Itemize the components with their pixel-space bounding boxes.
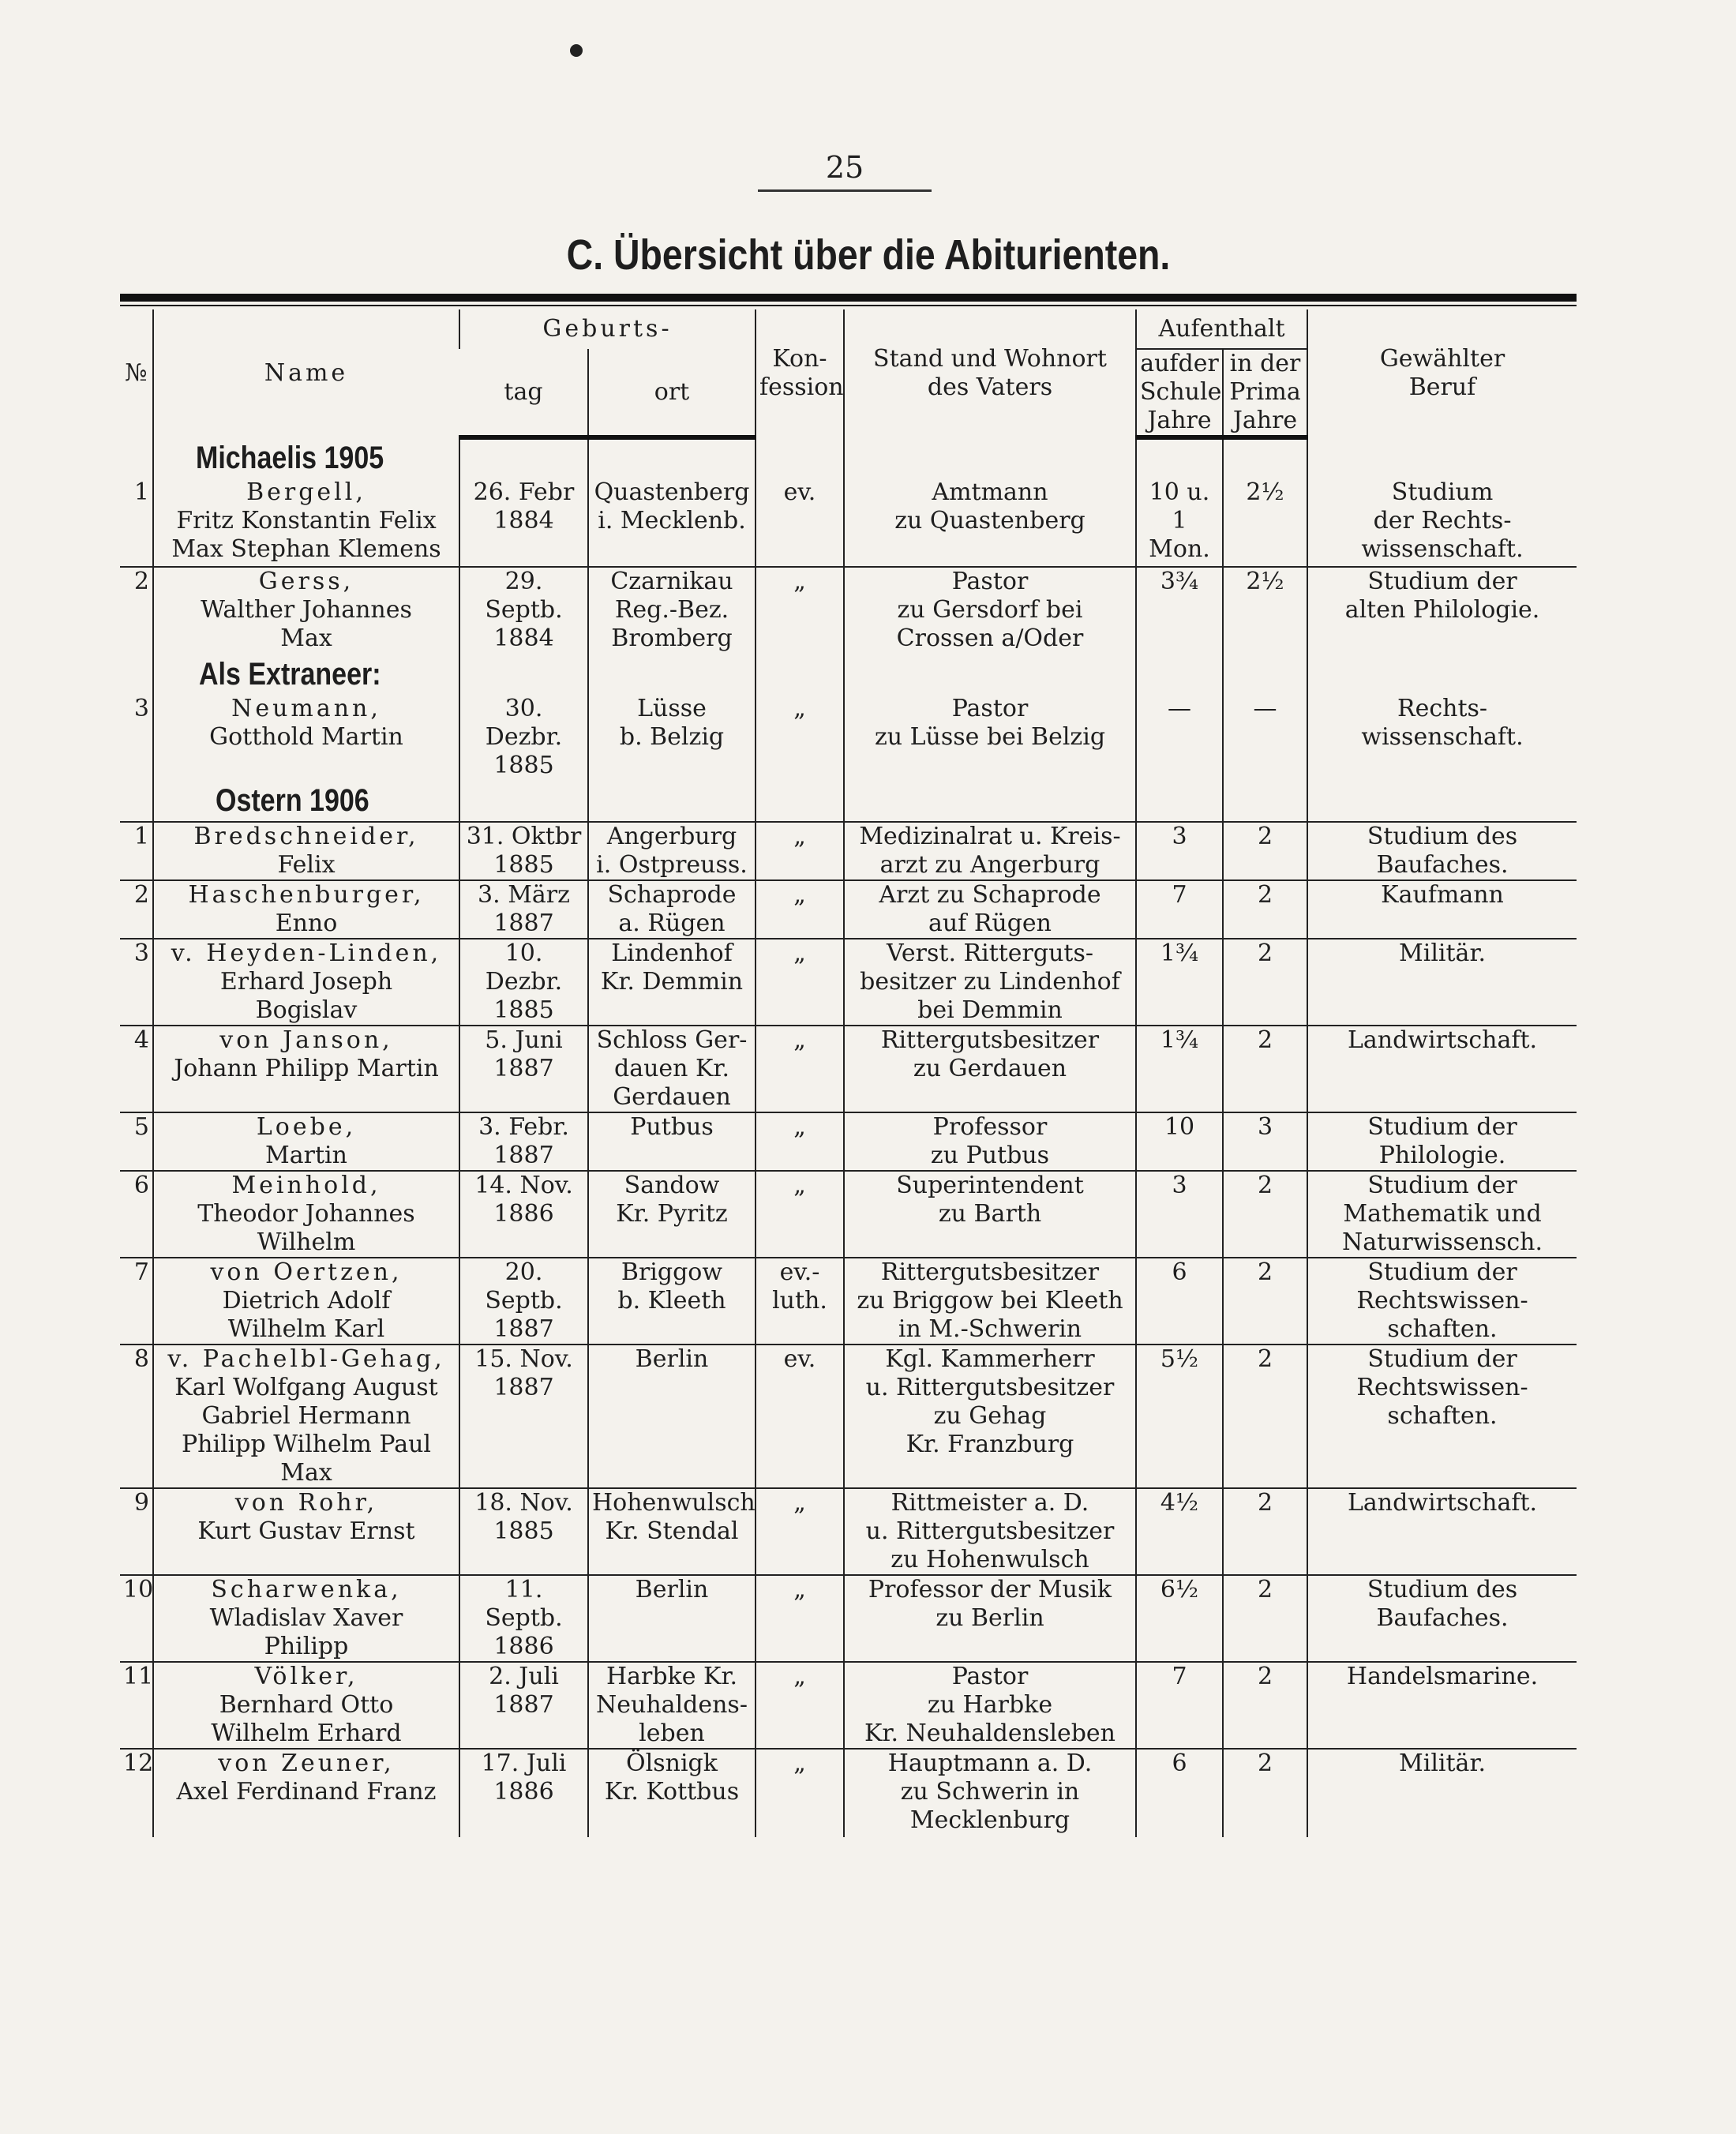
confession: „: [756, 880, 844, 939]
empty-cell: [756, 437, 844, 478]
name-cell: [153, 1258, 459, 1345]
given-names: Enno: [275, 909, 338, 937]
name-cell: [153, 822, 459, 880]
row-number: 5: [120, 1112, 153, 1171]
years-school: 3: [1136, 822, 1223, 880]
col-header-konfession: Kon- fession: [756, 309, 844, 437]
birth-place: Czarnikau Reg.-Bez. Bromberg: [588, 567, 756, 654]
col-header-tag: tag: [459, 349, 588, 437]
row-number: 8: [120, 1345, 153, 1488]
row-number: 12: [120, 1749, 153, 1837]
years-school: 6½: [1136, 1575, 1223, 1662]
empty-cell: [844, 437, 1136, 478]
table-row: [120, 1488, 1577, 1575]
empty-cell: [459, 654, 588, 695]
birth-place: Schloss Ger- dauen Kr. Gerdauen: [588, 1026, 756, 1112]
title-rule-thin: [120, 305, 1577, 306]
empty-cell: [459, 437, 588, 478]
chosen-profession: Studium der Philologie.: [1307, 1112, 1577, 1171]
given-names: Theodor Johannes Wilhelm: [197, 1200, 415, 1256]
empty-cell: [1223, 780, 1307, 822]
birth-date: 11. Septb. 1886: [459, 1575, 588, 1662]
surname: Haschenburger,: [188, 881, 425, 909]
birth-place: Lüsse b. Belzig: [588, 695, 756, 780]
name-cell: [153, 1345, 459, 1488]
confession: „: [756, 939, 844, 1026]
years-school: 4½: [1136, 1488, 1223, 1575]
birth-place: Quastenberg i. Mecklenb.: [588, 478, 756, 567]
table-row: [120, 1345, 1577, 1488]
table-row: [120, 478, 1577, 567]
chosen-profession: Landwirtschaft.: [1307, 1488, 1577, 1575]
col-header-beruf: Gewählter Beruf: [1307, 309, 1577, 437]
chosen-profession: Landwirtschaft.: [1307, 1026, 1577, 1112]
birth-date: 3. März 1887: [459, 880, 588, 939]
confession: ev.: [756, 478, 844, 567]
name-cell: [153, 939, 459, 1026]
birth-place: Sandow Kr. Pyritz: [588, 1171, 756, 1258]
row-number: 10: [120, 1575, 153, 1662]
birth-date: 30. Dezbr. 1885: [459, 695, 588, 780]
birth-place: Lindenhof Kr. Demmin: [588, 939, 756, 1026]
empty-cell: [844, 654, 1136, 695]
confession: „: [756, 1575, 844, 1662]
section-heading-cell: [153, 654, 459, 695]
empty-cell: [1223, 654, 1307, 695]
given-names: Bernhard Otto Wilhelm Erhard: [211, 1691, 402, 1747]
years-school: —: [1136, 695, 1223, 780]
name-cell: [153, 478, 459, 567]
row-number: 9: [120, 1488, 153, 1575]
empty-cell: [756, 780, 844, 822]
surname: v. Pachelbl-Gehag,: [167, 1345, 445, 1373]
years-school: 7: [1136, 880, 1223, 939]
empty-cell: [1307, 437, 1577, 478]
section-heading: Michaelis 1905: [195, 441, 384, 475]
empty-cell: [588, 780, 756, 822]
name-cell: [153, 695, 459, 780]
chosen-profession: Studium der Mathematik und Naturwissensch.: [1307, 1171, 1577, 1258]
table-row: [120, 880, 1577, 939]
years-prima: 2: [1223, 822, 1307, 880]
given-names: Karl Wolfgang August Gabriel Hermann Philipp Wilhelm Paul Max: [174, 1374, 438, 1487]
birth-place: Berlin: [588, 1345, 756, 1488]
chosen-profession: Studium der alten Philologie.: [1307, 567, 1577, 654]
father-occupation: Rittergutsbesitzer zu Briggow bei Kleeth in M.-Schwerin: [844, 1258, 1136, 1345]
given-names: Walther Johannes Max: [201, 596, 412, 652]
chosen-profession: Studium der Rechtswissen- schaften.: [1307, 1258, 1577, 1345]
years-school: 7: [1136, 1662, 1223, 1749]
surname: von Zeuner,: [218, 1750, 395, 1777]
confession: „: [756, 1662, 844, 1749]
confession: „: [756, 1488, 844, 1575]
confession: „: [756, 567, 844, 654]
name-cell: [153, 1575, 459, 1662]
years-prima: —: [1223, 695, 1307, 780]
given-names: Fritz Konstantin Felix Max Stephan Klemens: [171, 507, 441, 563]
years-school: 5½: [1136, 1345, 1223, 1488]
father-occupation: Professor der Musik zu Berlin: [844, 1575, 1136, 1662]
table-row: [120, 1171, 1577, 1258]
chosen-profession: Studium der Rechtswissen- schaften.: [1307, 1345, 1577, 1488]
name-cell: [153, 1662, 459, 1749]
name-cell: [153, 1749, 459, 1837]
table-row: [120, 695, 1577, 780]
empty-cell: [588, 654, 756, 695]
years-prima: 2: [1223, 1258, 1307, 1345]
father-occupation: Hauptmann a. D. zu Schwerin in Mecklenburg: [844, 1749, 1136, 1837]
birth-place: Harbke Kr. Neuhaldens- leben: [588, 1662, 756, 1749]
name-cell: [153, 1112, 459, 1171]
birth-place: Putbus: [588, 1112, 756, 1171]
birth-place: Schaprode a. Rügen: [588, 880, 756, 939]
col-header-geburts: Geburts-: [459, 309, 756, 349]
chosen-profession: Studium des Baufaches.: [1307, 822, 1577, 880]
chosen-profession: Handelsmarine.: [1307, 1662, 1577, 1749]
section-heading-cell: [153, 780, 459, 822]
empty-cell: [1223, 437, 1307, 478]
birth-place: Angerburg i. Ostpreuss.: [588, 822, 756, 880]
section-heading-no-cell: [120, 437, 153, 478]
surname: v. Heyden-Linden,: [171, 939, 442, 967]
section-heading-row: [120, 437, 1577, 478]
birth-date: 31. Oktbr 1885: [459, 822, 588, 880]
given-names: Dietrich Adolf Wilhelm Karl: [222, 1287, 391, 1343]
page-number-rule: [758, 189, 932, 192]
confession: ev.: [756, 1345, 844, 1488]
name-cell: [153, 1171, 459, 1258]
given-names: Johann Philipp Martin: [174, 1055, 439, 1082]
birth-date: 26. Febr 1884: [459, 478, 588, 567]
name-cell: [153, 567, 459, 654]
row-number: 4: [120, 1026, 153, 1112]
confession: „: [756, 822, 844, 880]
father-occupation: Professor zu Putbus: [844, 1112, 1136, 1171]
section-heading-row: [120, 654, 1577, 695]
empty-cell: [1307, 780, 1577, 822]
father-occupation: Arzt zu Schaprode auf Rügen: [844, 880, 1136, 939]
years-prima: 2: [1223, 1345, 1307, 1488]
given-names: Wladislav Xaver Philipp: [209, 1604, 403, 1660]
empty-cell: [459, 780, 588, 822]
chosen-profession: Studium der Rechts- wissenschaft.: [1307, 478, 1577, 567]
col-header-aufenthalt: Aufenthalt: [1136, 309, 1307, 349]
years-prima: 2: [1223, 1026, 1307, 1112]
table-body: [120, 437, 1577, 1837]
surname: Bergell,: [246, 478, 366, 506]
confession: „: [756, 1112, 844, 1171]
abiturienten-table: [120, 309, 1577, 1837]
birth-date: 29. Septb. 1884: [459, 567, 588, 654]
birth-date: 15. Nov. 1887: [459, 1345, 588, 1488]
table-row: [120, 1662, 1577, 1749]
father-occupation: Rittergutsbesitzer zu Gerdauen: [844, 1026, 1136, 1112]
col-header-stand: Stand und Wohnort des Vaters: [844, 309, 1136, 437]
col-header-name: Name: [153, 309, 459, 437]
empty-cell: [844, 780, 1136, 822]
chosen-profession: Militär.: [1307, 939, 1577, 1026]
given-names: Felix: [277, 851, 336, 879]
father-occupation: Verst. Ritterguts- besitzer zu Lindenhof bei Demmin: [844, 939, 1136, 1026]
father-occupation: Pastor zu Lüsse bei Belzig: [844, 695, 1136, 780]
page-number: 25: [825, 150, 864, 185]
birth-date: 17. Juli 1886: [459, 1749, 588, 1837]
empty-cell: [1136, 780, 1223, 822]
chosen-profession: Militär.: [1307, 1749, 1577, 1837]
years-prima: 2: [1223, 1575, 1307, 1662]
birth-date: 10. Dezbr. 1885: [459, 939, 588, 1026]
section-heading: Ostern 1906: [216, 783, 370, 818]
col-header-prima: in der Prima Jahre: [1223, 349, 1307, 437]
table-row: [120, 1749, 1577, 1837]
given-names: Martin: [265, 1142, 347, 1169]
given-names: Gotthold Martin: [209, 723, 403, 751]
father-occupation: Pastor zu Gersdorf bei Crossen a/Oder: [844, 567, 1136, 654]
years-school: 10: [1136, 1112, 1223, 1171]
father-occupation: Pastor zu Harbke Kr. Neuhaldensleben: [844, 1662, 1136, 1749]
surname: Völker,: [254, 1663, 358, 1690]
birth-place: Briggow b. Kleeth: [588, 1258, 756, 1345]
years-school: 3: [1136, 1171, 1223, 1258]
years-school: 1¾: [1136, 1026, 1223, 1112]
surname: von Oertzen,: [210, 1258, 403, 1286]
empty-cell: [1307, 654, 1577, 695]
confession: „: [756, 1749, 844, 1837]
father-occupation: Rittmeister a. D. u. Rittergutsbesitzer zu Hohenwulsch: [844, 1488, 1136, 1575]
row-number: 2: [120, 567, 153, 654]
empty-cell: [1136, 437, 1223, 478]
row-number: 1: [133, 478, 149, 506]
years-prima: 2: [1223, 880, 1307, 939]
row-number: 6: [120, 1171, 153, 1258]
given-names: Kurt Gustav Ernst: [197, 1517, 415, 1545]
birth-date: 2. Juli 1887: [459, 1662, 588, 1749]
surname: Bredschneider,: [193, 823, 419, 850]
chosen-profession: Kaufmann: [1307, 880, 1577, 939]
chosen-profession: Studium des Baufaches.: [1307, 1575, 1577, 1662]
years-school: 6: [1136, 1749, 1223, 1837]
row-number: 3: [133, 695, 149, 722]
row-number: 2: [120, 880, 153, 939]
father-occupation: Amtmann zu Quastenberg: [844, 478, 1136, 567]
given-names: Erhard Joseph Bogislav: [219, 968, 393, 1024]
birth-date: 3. Febr. 1887: [459, 1112, 588, 1171]
surname: Meinhold,: [231, 1172, 381, 1199]
table-row: [120, 1258, 1577, 1345]
surname: Loebe,: [256, 1113, 357, 1141]
ink-dot: [570, 44, 583, 57]
years-prima: 2½: [1223, 478, 1307, 567]
empty-cell: [588, 437, 756, 478]
col-header-no: №: [125, 359, 148, 387]
row-number: 7: [120, 1258, 153, 1345]
birth-place: Hohenwulsch Kr. Stendal: [588, 1488, 756, 1575]
years-school: 6: [1136, 1258, 1223, 1345]
section-heading-cell: [153, 437, 459, 478]
section-heading-row: [120, 780, 1577, 822]
table-row: [120, 1575, 1577, 1662]
years-prima: 2: [1223, 1749, 1307, 1837]
years-school: 1¾: [1136, 939, 1223, 1026]
given-names: Axel Ferdinand Franz: [176, 1778, 437, 1806]
birth-place: Berlin: [588, 1575, 756, 1662]
years-school: 10 u. 1 Mon.: [1136, 478, 1223, 567]
section-heading-no-cell: [120, 654, 153, 695]
chosen-profession: Rechts- wissenschaft.: [1307, 695, 1577, 780]
years-prima: 2½: [1223, 567, 1307, 654]
father-occupation: Medizinalrat u. Kreis- arzt zu Angerburg: [844, 822, 1136, 880]
name-cell: [153, 1488, 459, 1575]
row-number: 1: [120, 822, 153, 880]
birth-place: Ölsnigk Kr. Kottbus: [588, 1749, 756, 1837]
table-row: [120, 1026, 1577, 1112]
years-prima: 2: [1223, 1488, 1307, 1575]
father-occupation: Kgl. Kammerherr u. Rittergutsbesitzer zu Gehag Kr. Franzburg: [844, 1345, 1136, 1488]
years-prima: 2: [1223, 1662, 1307, 1749]
birth-date: 5. Juni 1887: [459, 1026, 588, 1112]
table-row: [120, 822, 1577, 880]
table-row: [120, 939, 1577, 1026]
father-occupation: Superintendent zu Barth: [844, 1171, 1136, 1258]
empty-cell: [1136, 654, 1223, 695]
years-prima: 2: [1223, 1171, 1307, 1258]
section-heading: Als Extraneer:: [199, 657, 381, 692]
confession: „: [756, 695, 844, 780]
empty-cell: [756, 654, 844, 695]
confession: „: [756, 1026, 844, 1112]
surname: von Janson,: [219, 1026, 393, 1054]
table-row: [120, 567, 1577, 654]
col-header-ort: ort: [588, 349, 756, 437]
col-header-schule: aufder Schule Jahre: [1136, 349, 1223, 437]
surname: Neumann,: [231, 695, 381, 722]
confession: „: [756, 1171, 844, 1258]
years-school: 3¾: [1136, 567, 1223, 654]
years-prima: 3: [1223, 1112, 1307, 1171]
birth-date: 18. Nov. 1885: [459, 1488, 588, 1575]
confession: ev.- luth.: [756, 1258, 844, 1345]
row-number: 3: [120, 939, 153, 1026]
surname: Scharwenka,: [211, 1576, 402, 1603]
birth-date: 20. Septb. 1887: [459, 1258, 588, 1345]
table-row: [120, 1112, 1577, 1171]
name-cell: [153, 880, 459, 939]
birth-date: 14. Nov. 1886: [459, 1171, 588, 1258]
years-prima: 2: [1223, 939, 1307, 1026]
page-title: C. Übersicht über die Abiturienten.: [566, 231, 1171, 279]
row-number: 11: [120, 1662, 153, 1749]
surname: von Rohr,: [234, 1489, 378, 1517]
name-cell: [153, 1026, 459, 1112]
surname: Gerss,: [258, 568, 354, 595]
title-rule-thick: [120, 294, 1577, 302]
section-heading-no-cell: [120, 780, 153, 822]
